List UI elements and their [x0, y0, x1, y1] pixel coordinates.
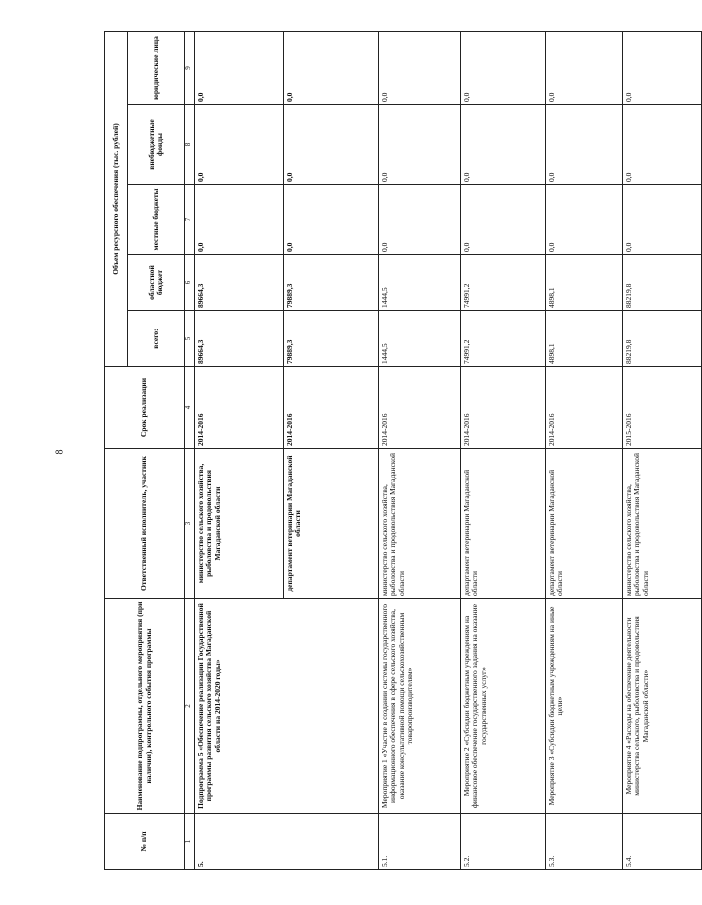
row-executor: министерство сельского хозяйства, рыболовства и продовольствия Магаданской области	[379, 449, 461, 599]
row-period: 2014-2016	[461, 367, 546, 449]
table-row	[461, 31, 546, 869]
col-number: 2	[185, 599, 195, 814]
col-number: 4	[185, 367, 195, 449]
row-period: 2014-2016	[546, 367, 623, 449]
row-offbudget: 0,0	[546, 105, 623, 185]
row-legal: 0,0	[379, 31, 461, 104]
row-legal: 0,0	[284, 31, 379, 104]
row-regional: 1444,5	[379, 255, 461, 311]
row-local: 0,0	[546, 185, 623, 255]
header-total: всего:	[128, 311, 185, 367]
row-executor: министерство сельского хозяйства, рыболовства и продовольствия Магаданской области	[623, 449, 702, 599]
row-offbudget: 0,0	[379, 105, 461, 185]
row-local: 0,0	[461, 185, 546, 255]
row-total: 79889,3	[284, 311, 379, 367]
row-regional: 89664,3	[195, 255, 284, 311]
row-offbudget: 0,0	[284, 105, 379, 185]
header-row-1	[105, 31, 128, 869]
header-group: Объем ресурсного обеспечения (тыс. рублей)	[105, 31, 128, 366]
table-row	[546, 31, 623, 869]
header-legal: юридические лица	[128, 31, 185, 104]
row-executor: департамент ветеринарии Магаданской области	[461, 449, 546, 599]
header-local: местные бюджеты	[128, 185, 185, 255]
header-regional: областной бюджет	[128, 255, 185, 311]
row-period: 2015-2016	[623, 367, 702, 449]
row-total: 89664,3	[195, 311, 284, 367]
row-total: 88219,8	[623, 311, 702, 367]
row-name: Мероприятие 3 «Субсидии бюджетным учреждениям на иные цели»	[546, 599, 623, 814]
col-number: 8	[185, 105, 195, 185]
row-total: 74991,2	[461, 311, 546, 367]
header-name: Наименование подпрограммы, отдельного мероприятия (при наличии), контрольного события программы	[105, 599, 185, 814]
table-row	[379, 31, 461, 869]
row-num: 5.2.	[461, 814, 546, 870]
header-offbudget: внебюджетные фонды	[128, 105, 185, 185]
row-legal: 0,0	[461, 31, 546, 104]
row-name: Мероприятие 2 «Субсидии бюджетным учреждениям на финансовое обеспечение государственного задания на оказание государственных услуг»	[461, 599, 546, 814]
table-row	[195, 31, 284, 869]
row-offbudget: 0,0	[195, 105, 284, 185]
header-period: Срок реализации	[105, 367, 185, 449]
column-numbers-row	[185, 31, 195, 869]
col-number: 1	[185, 814, 195, 870]
row-legal: 0,0	[195, 31, 284, 104]
resource-table	[104, 31, 702, 870]
row-total: 1444,5	[379, 311, 461, 367]
col-number: 6	[185, 255, 195, 311]
table-row	[623, 31, 702, 869]
header-executor: Ответственный исполнитель, участник	[105, 449, 185, 599]
row-offbudget: 0,0	[461, 105, 546, 185]
row-executor: департамент ветеринарии Магаданской области	[546, 449, 623, 599]
row-num: 5.3.	[546, 814, 623, 870]
col-number: 3	[185, 449, 195, 599]
row-period: 2014-2016	[379, 367, 461, 449]
row-regional: 88219,8	[623, 255, 702, 311]
row-name: Подпрограмма 5 «Обеспечение реализации Государственной программы развития сельского хозяйства Магаданской области на 2014-2020 годы»	[195, 599, 379, 814]
row-local: 0,0	[379, 185, 461, 255]
col-number: 5	[185, 311, 195, 367]
row-local: 0,0	[195, 185, 284, 255]
row-period: 2014-2016	[284, 367, 379, 449]
row-num: 5.4.	[623, 814, 702, 870]
row-regional: 4898,1	[546, 255, 623, 311]
row-name: Мероприятие 4 «Расходы на обеспечение деятельности министерства сельского, рыболовства и продовольствия Магаданской области»	[623, 599, 702, 814]
row-name: Мероприятие 1 «Участие в создании системы государственного информационного обеспечения в сфере сельского хозяйства, оказание консультативной помощи сельскохозяйственным товаропроизводителям»	[379, 599, 461, 814]
row-offbudget: 0,0	[623, 105, 702, 185]
row-executor: министерство сельского хозяйства, рыболовства и продовольствия Магаданской области	[195, 449, 284, 599]
row-num: 5.1.	[379, 814, 461, 870]
row-local: 0,0	[284, 185, 379, 255]
row-legal: 0,0	[623, 31, 702, 104]
row-total: 4898,1	[546, 311, 623, 367]
page-number: 8	[54, 449, 66, 455]
row-regional: 79889,3	[284, 255, 379, 311]
row-legal: 0,0	[546, 31, 623, 104]
header-num: № п/п	[105, 814, 185, 870]
row-regional: 74991,2	[461, 255, 546, 311]
row-num: 5.	[195, 814, 379, 870]
row-executor: департамент ветеринарии Магаданской области	[284, 449, 379, 599]
row-period: 2014-2016	[195, 367, 284, 449]
row-local: 0,0	[623, 185, 702, 255]
col-number: 9	[185, 31, 195, 104]
rotated-table-container	[104, 32, 650, 870]
col-number: 7	[185, 185, 195, 255]
